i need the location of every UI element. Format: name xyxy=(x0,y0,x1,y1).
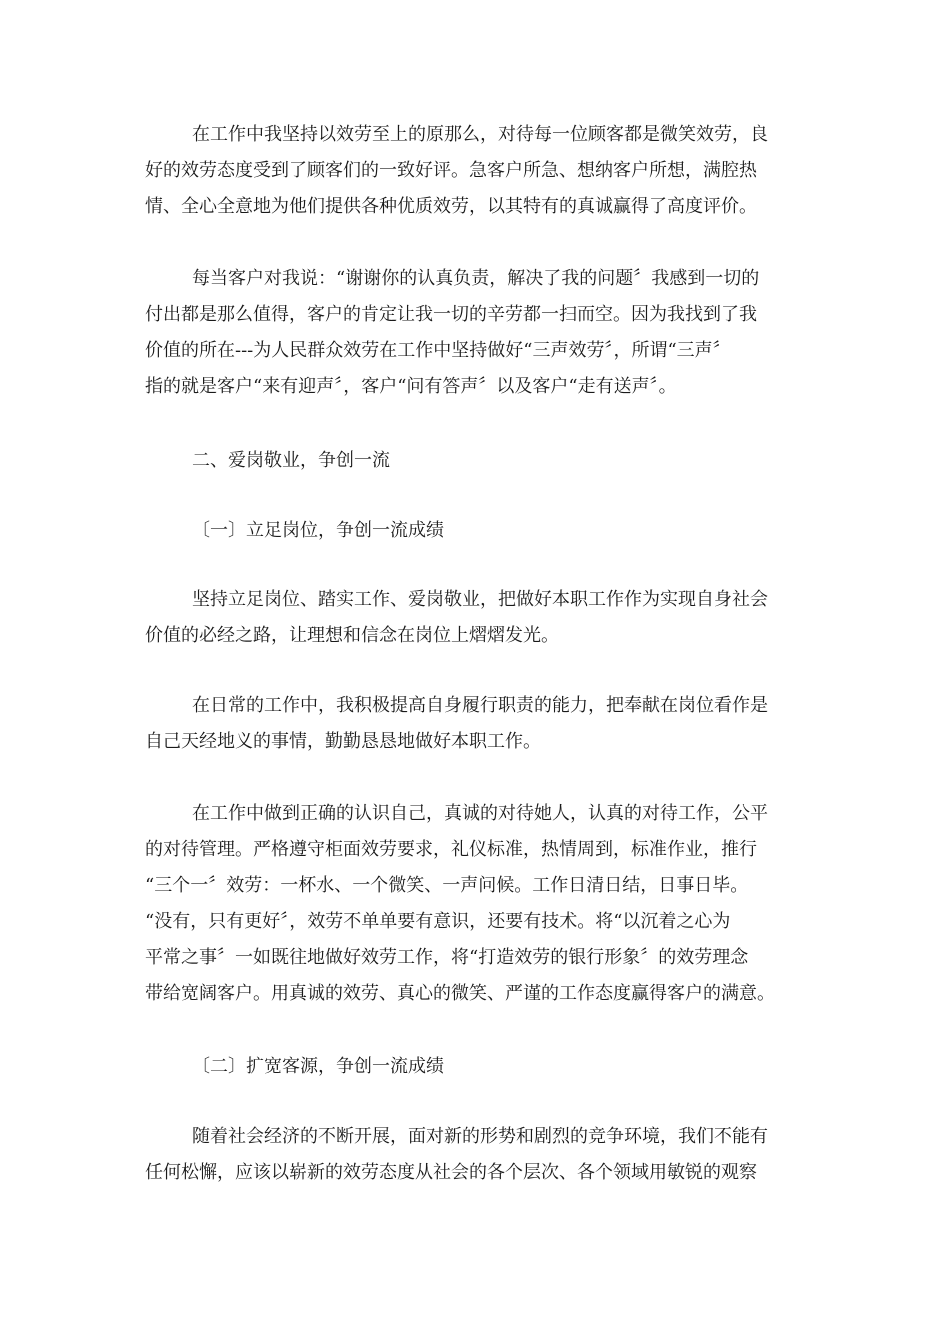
text-line: 二、爱岗敬业，争创一流 xyxy=(192,450,390,471)
subsection-heading-1 xyxy=(145,513,815,549)
text-line: 每当客户对我说：“谢谢你的认真负责，解决了我的问题〞我感到一切的 xyxy=(192,268,760,289)
text-line: 任何松懈，应该以崭新的效劳态度从社会的各个层次、各个领域用敏锐的观察 xyxy=(145,1162,757,1183)
text-line: 在日常的工作中，我积极提高自身履行职责的能力，把奉献在岗位看作是 xyxy=(192,695,768,716)
text-line: 在工作中做到正确的认识自己，真诚的对待她人，认真的对待工作，公平 xyxy=(192,803,768,824)
text-line: 的对待管理。严格遵守柜面效劳要求，礼仪标准，热情周到，标准作业，推行 xyxy=(145,839,757,860)
paragraph-stand-post xyxy=(145,582,815,654)
text-line: 随着社会经济的不断开展，面对新的形势和剧烈的竞争环境，我们不能有 xyxy=(192,1126,768,1147)
paragraph-expand-customers xyxy=(145,1119,815,1191)
text-line: 〔二〕扩宽客源，争创一流成绩 xyxy=(192,1056,444,1077)
text-line: 〔一〕立足岗位，争创一流成绩 xyxy=(192,520,444,541)
paragraph-service-principle xyxy=(145,117,815,225)
text-line: 平常之事〞一如既往地做好效劳工作，将“打造效劳的银行形象〞的效劳理念 xyxy=(145,947,749,968)
text-line: 付出都是那么值得，客户的肯定让我一切的辛劳都一扫而空。因为我找到了我 xyxy=(145,304,757,325)
paragraph-customer-feedback xyxy=(145,261,815,405)
text-line: 坚持立足岗位、踏实工作、爱岗敬业，把做好本职工作作为实现自身社会 xyxy=(192,589,768,610)
subsection-heading-2 xyxy=(145,1049,815,1085)
text-line: 情、全心全意地为他们提供各种优质效劳，以其特有的真诚赢得了高度评价。 xyxy=(145,196,757,217)
text-line: 自己天经地义的事情，勤勤恳恳地做好本职工作。 xyxy=(145,731,541,752)
text-line: 指的就是客户“来有迎声〞，客户“问有答声〞以及客户“走有送声〞。 xyxy=(145,376,677,397)
text-line: 价值的所在---为人民群众效劳在工作中坚持做好“三声效劳〞，所谓“三声〞 xyxy=(145,340,731,361)
text-line: 价值的必经之路，让理想和信念在岗位上熠熠发光。 xyxy=(145,625,559,646)
text-line: 好的效劳态度受到了顾客们的一致好评。急客户所急、想纳客户所想，满腔热 xyxy=(145,160,757,181)
paragraph-daily-work xyxy=(145,688,815,760)
text-line: “三个一〞效劳：一杯水、一个微笑、一声问候。工作日清日结，日事日毕。 xyxy=(145,875,749,896)
text-line: 带给宽阔客户。用真诚的效劳、真心的微笑、严谨的工作态度赢得客户的满意。 xyxy=(145,983,775,1004)
text-line: 在工作中我坚持以效劳至上的原那么，对待每一位顾客都是微笑效劳，良 xyxy=(192,124,768,145)
paragraph-service-standards xyxy=(145,796,815,1012)
section-heading-2 xyxy=(145,443,815,479)
text-line: “没有，只有更好〞，效劳不单单要有意识，还要有技术。将“以沉着之心为 xyxy=(145,911,731,932)
